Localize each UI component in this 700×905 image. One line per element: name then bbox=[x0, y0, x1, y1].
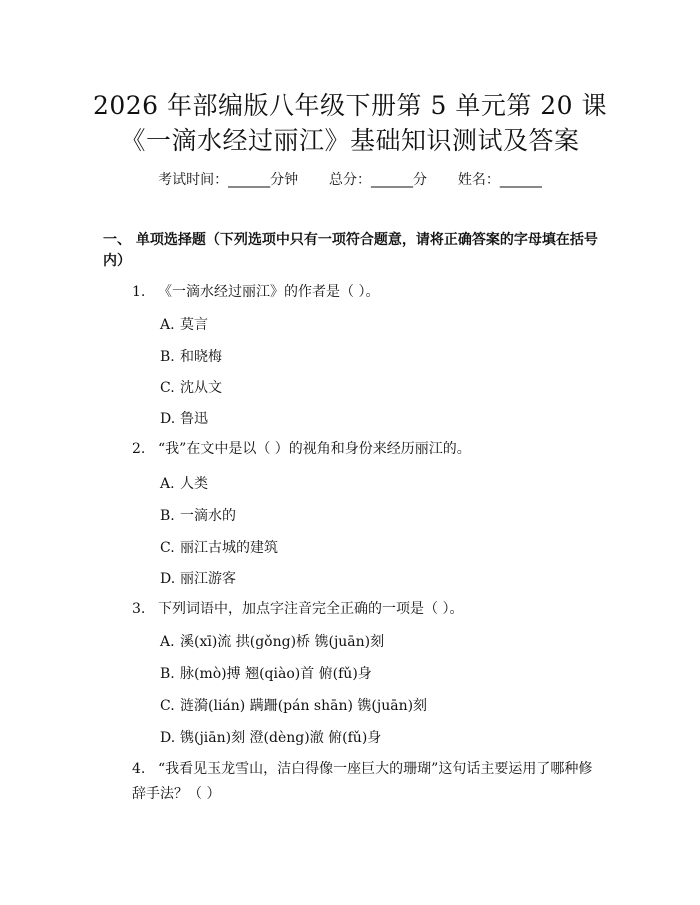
question-text: 《一滴水经过丽江》的作者是（ ）。 bbox=[158, 284, 380, 300]
option-3c bbox=[160, 695, 427, 715]
question-text: 下列词语中，加点字注音完全正确的一项是（ ）。 bbox=[158, 601, 464, 617]
time-label: 考试时间： bbox=[158, 172, 229, 188]
question-number: 2. bbox=[132, 441, 146, 457]
option-text: 溪(xī)流 拱(gǒng)桥 镌(juān)刻 bbox=[180, 634, 385, 650]
document-title-line2: 《一滴水经过丽江》基础知识测试及答案 bbox=[120, 126, 580, 155]
option-text: 人类 bbox=[180, 476, 208, 492]
option-1d bbox=[160, 408, 208, 428]
question-number: 1. bbox=[132, 284, 146, 300]
option-letter: A. bbox=[160, 476, 175, 492]
option-3b bbox=[160, 663, 372, 683]
question-text: “我看见玉龙雪山，洁白得像一座巨大的珊瑚”这句话主要运用了哪种修辞手法？（ ） bbox=[132, 761, 593, 802]
option-2a bbox=[160, 473, 208, 493]
option-1c bbox=[160, 377, 222, 397]
time-blank: ______分钟 bbox=[228, 172, 299, 188]
option-letter: B. bbox=[160, 508, 175, 524]
option-text: 涟漪(lián) 蹒跚(pán shān) 镌(juān)刻 bbox=[180, 698, 428, 714]
name-label: 姓名： bbox=[457, 172, 500, 188]
option-text: 沈从文 bbox=[180, 380, 222, 396]
option-text: 莫言 bbox=[180, 317, 208, 333]
option-letter: B. bbox=[160, 349, 175, 365]
option-text: 一滴水的 bbox=[180, 508, 236, 524]
name-blank: ______ bbox=[499, 172, 542, 188]
option-3a bbox=[160, 631, 384, 651]
option-letter: C. bbox=[160, 380, 175, 396]
question-text: “我”在文中是以（ ）的视角和身份来经历丽江的。 bbox=[158, 441, 471, 457]
option-letter: A. bbox=[160, 634, 175, 650]
section-heading: 一、 单项选择题（下列选项中只有一项符合题意，请将正确答案的字母填在括号内） bbox=[103, 232, 598, 269]
score-blank: ______分 bbox=[371, 172, 427, 188]
option-letter: D. bbox=[160, 730, 176, 746]
option-letter: D. bbox=[160, 411, 176, 427]
option-1a bbox=[160, 314, 208, 334]
option-2b bbox=[160, 505, 236, 525]
option-letter: D. bbox=[160, 571, 176, 587]
option-1b bbox=[160, 346, 222, 366]
question-3 bbox=[132, 597, 602, 622]
document-title-line1: 2026 年部编版八年级下册第 5 单元第 20 课 bbox=[92, 91, 608, 120]
question-2 bbox=[132, 437, 602, 462]
question-number: 4. bbox=[132, 761, 146, 777]
option-text: 镌(jiān)刻 澄(dèng)澈 俯(fǔ)身 bbox=[180, 730, 382, 746]
option-text: 和晓梅 bbox=[180, 349, 222, 365]
option-letter: C. bbox=[160, 698, 175, 714]
option-letter: A. bbox=[160, 317, 175, 333]
option-text: 丽江游客 bbox=[180, 571, 236, 587]
option-letter: C. bbox=[160, 540, 175, 556]
option-2c bbox=[160, 537, 278, 557]
option-2d bbox=[160, 568, 236, 588]
option-letter: B. bbox=[160, 666, 175, 682]
option-text: 脉(mò)搏 翘(qiào)首 俯(fǔ)身 bbox=[180, 666, 372, 682]
question-number: 3. bbox=[132, 601, 146, 617]
option-3d bbox=[160, 727, 381, 747]
option-text: 鲁迅 bbox=[180, 411, 208, 427]
exam-meta bbox=[0, 169, 700, 189]
option-text: 丽江古城的建筑 bbox=[180, 540, 278, 556]
score-label: 总分： bbox=[329, 172, 371, 188]
question-4 bbox=[132, 757, 602, 807]
question-1 bbox=[132, 280, 602, 305]
